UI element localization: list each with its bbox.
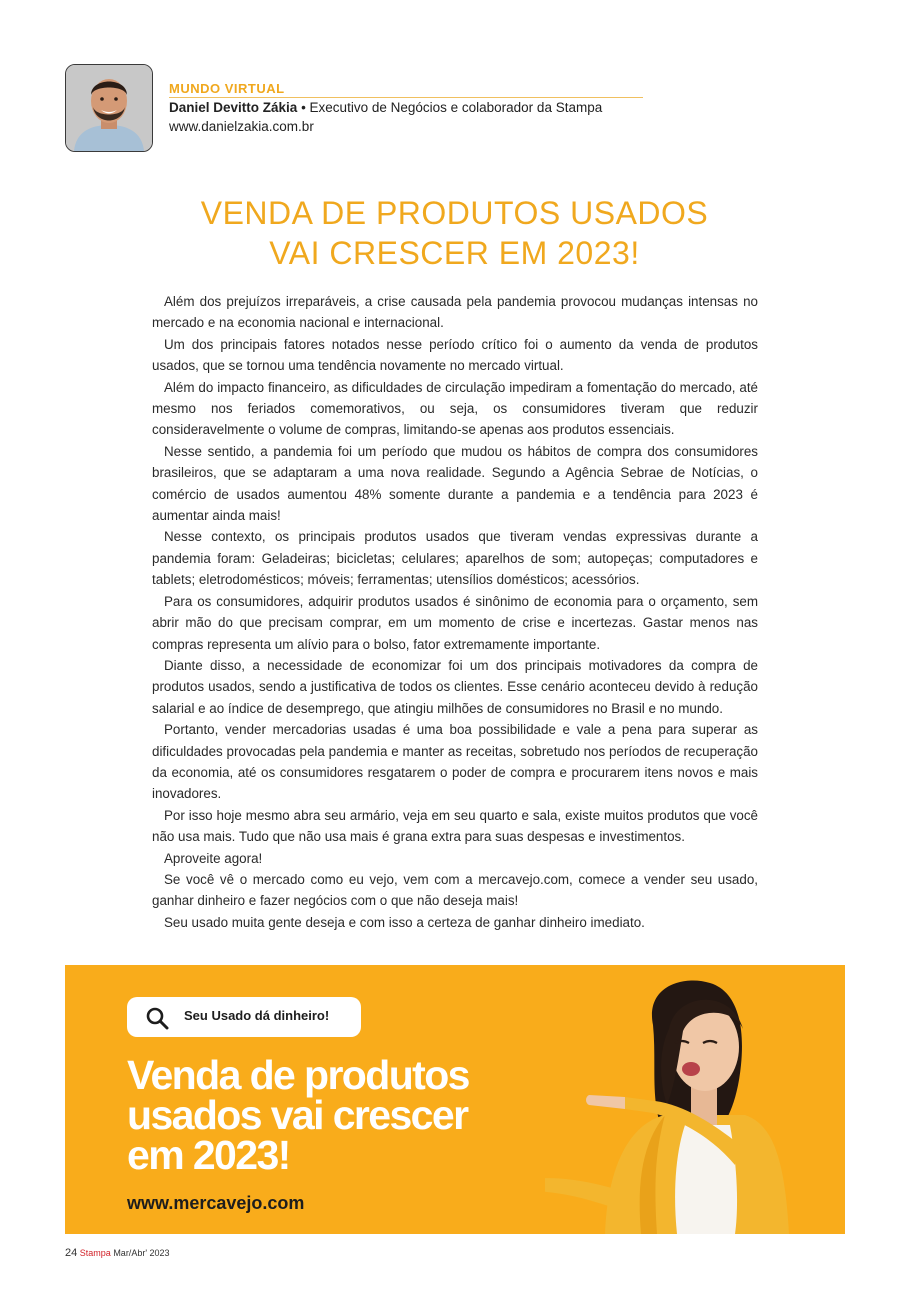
headline-line-2: VAI CRESCER EM 2023!: [269, 235, 640, 271]
footer-brand: Stampa: [79, 1248, 111, 1258]
article-paragraph: Portanto, vender mercadorias usadas é uma boa possibilidade e vale a pena para superar as dificuldades provocadas pela pandemia e manter as receitas, sobretudo nos períodos de recuperação da economia, até os consumidores resgatarem o poder de compra e procurarem itens novos e mais inovadores.: [152, 722, 758, 802]
article-paragraph: Além do impacto financeiro, as dificuldades de circulação impediram a fomentação do mercado, até mesmo nos feriados comemorativos, ou seja, os consumidores tiveram que reduzir consideravelmente o volume de compras, limitando-se apenas aos produtos essenciais.: [152, 379, 758, 438]
banner-title-line-2: usados vai crescer: [127, 1092, 468, 1138]
article-paragraph: Nesse sentido, a pandemia foi um período que mudou os hábitos de compra dos consumidores brasileiros, que se adaptaram a uma nova realidade. Segundo a Agência Sebrae de Notícias, o comércio de usados aumentou 48% somente durante a pandemia e a tendência para 2023 é aumentar ainda mais!: [152, 443, 758, 524]
banner-url-link[interactable]: www.mercavejo.com: [127, 1193, 305, 1213]
author-portrait-icon: [66, 65, 152, 151]
article-body: [152, 291, 758, 933]
search-pill: [127, 997, 361, 1037]
author-photo: [65, 64, 153, 152]
ad-banner[interactable]: [65, 965, 845, 1234]
article-paragraph: Aproveite agora!: [164, 850, 263, 866]
section-label: MUNDO VIRTUAL: [169, 81, 285, 96]
article-paragraph: Se você vê o mercado como eu vejo, vem com a mercavejo.com, comece a vender seu usado, ganhar dinheiro e fazer negócios com o que não deseja mais!: [152, 871, 758, 909]
header-divider: [169, 97, 643, 98]
article-paragraph: Seu usado muita gente deseja e com isso a certeza de ganhar dinheiro imediato.: [164, 914, 645, 930]
article-paragraph: Um dos principais fatores notados nesse período crítico foi o aumento da venda de produtos usados, que se tornou uma tendência novamente no mercado virtual.: [152, 336, 758, 374]
article-header: [65, 64, 645, 154]
article-paragraph: Além dos prejuízos irreparáveis, a crise causada pela pandemia provocou mudanças intensas no mercado e na economia nacional e internacional.: [152, 294, 758, 331]
banner-title-line-1: Venda de produtos: [127, 1052, 469, 1098]
banner-title: [127, 1052, 557, 1178]
search-pill-text: Seu Usado dá dinheiro!: [184, 1008, 330, 1023]
article-paragraph: Para os consumidores, adquirir produtos usados é sinônimo de economia para o orçamento, sem abrir mão do que precisam comprar, em um momento de crise e incertezas. Gastar menos nas compras representa um alívio para o bolso, fator extremamente importante.: [152, 593, 758, 652]
article-paragraph: Nesse contexto, os principais produtos usados que tiveram vendas expressivas durante a pandemia foram: Geladeiras; bicicletas; celulares; aparelhos de som; autopeças; computadores e tablets; eletrodomésticos; móveis; ferramentas; utensílios domésticos; acessórios.: [152, 529, 758, 588]
article-paragraph: Diante disso, a necessidade de economizar foi um dos principais motivadores da compra de produtos usados, sendo a justificativa de todos os clientes. Esse cenário aconteceu devido à redução salarial e ao índice de desemprego, que atingiu milhões de consumidores no Brasil e no mundo.: [152, 657, 758, 716]
footer-issue: Mar/Abr' 2023: [113, 1248, 170, 1258]
page-footer: [65, 1247, 170, 1259]
author-role: Executivo de Negócios e colaborador da Stampa: [309, 100, 603, 115]
author-website[interactable]: www.danielzakia.com.br: [169, 119, 314, 134]
article-paragraph: Por isso hoje mesmo abra seu armário, veja em seu quarto e sala, existe muitos produtos que você não usa mais. Tudo que não usa mais é grana extra para suas despesas e investimentos.: [152, 807, 758, 845]
search-icon: [145, 1006, 169, 1030]
author-name: Daniel Devitto Zákia: [169, 100, 298, 115]
article-headline: [150, 193, 759, 273]
woman-pointing-illustration: [545, 965, 845, 1234]
author-separator: •: [301, 100, 310, 115]
banner-title-line-3: em 2023!: [127, 1132, 290, 1178]
page-number: 24: [65, 1247, 78, 1259]
headline-line-1: VENDA DE PRODUTOS USADOS: [200, 195, 709, 231]
author-line: [169, 100, 602, 115]
